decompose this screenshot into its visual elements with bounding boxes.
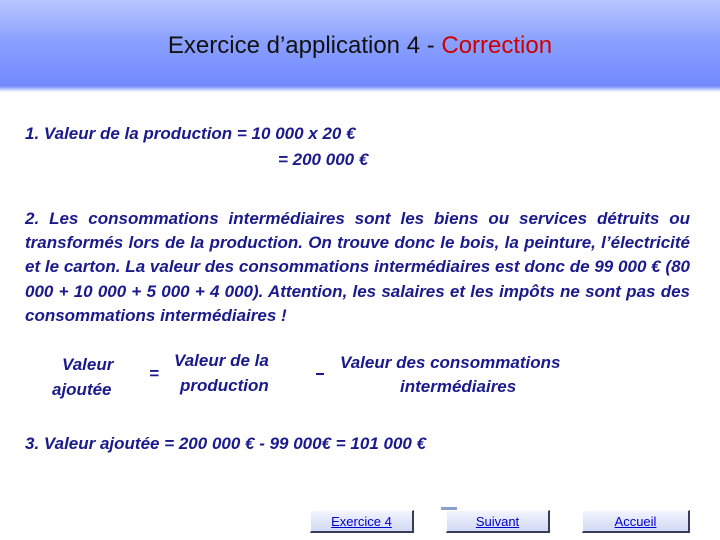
formula-right-bottom: intermédiaires bbox=[400, 377, 517, 396]
production-value-line: 1. Valeur de la production = 10 000 x 20 € bbox=[25, 124, 356, 143]
formula-equals: = bbox=[149, 364, 159, 383]
formula-minus-sign bbox=[316, 373, 324, 375]
production-value-result: = 200 000 € bbox=[278, 150, 369, 169]
formula-middle-top: Valeur de la bbox=[174, 351, 269, 370]
title-accent: Correction bbox=[441, 32, 553, 59]
title-main: Exercice d’application 4 - bbox=[167, 32, 442, 59]
formula-middle-bottom: production bbox=[180, 376, 269, 395]
next-button[interactable]: Suivant bbox=[446, 510, 550, 533]
formula-left-top: Valeur bbox=[62, 355, 114, 374]
intermediate-consumption-paragraph: 2. Les consommations intermédiaires sont les biens ou services détruits ou transformés lors de la production. On trouve donc le bois, la peinture, l’électricité et le carton. La valeur des consommations intermédiaires est donc de 99 000 € (80 000 + 10 000 + 5 000 + 4 000). Attention, les salaires et les impôts ne sont pas des consommations intermédiaires ! bbox=[25, 209, 690, 325]
exercise-4-button[interactable]: Exercice 4 bbox=[310, 510, 414, 533]
formula-right-top: Valeur des consommations bbox=[340, 353, 561, 372]
slide-title bbox=[0, 32, 720, 60]
formula-left-bottom: ajoutée bbox=[52, 380, 112, 399]
home-button[interactable]: Accueil bbox=[582, 510, 690, 533]
added-value-line: 3. Valeur ajoutée = 200 000 € - 99 000€ = 101 000 € bbox=[25, 434, 427, 453]
